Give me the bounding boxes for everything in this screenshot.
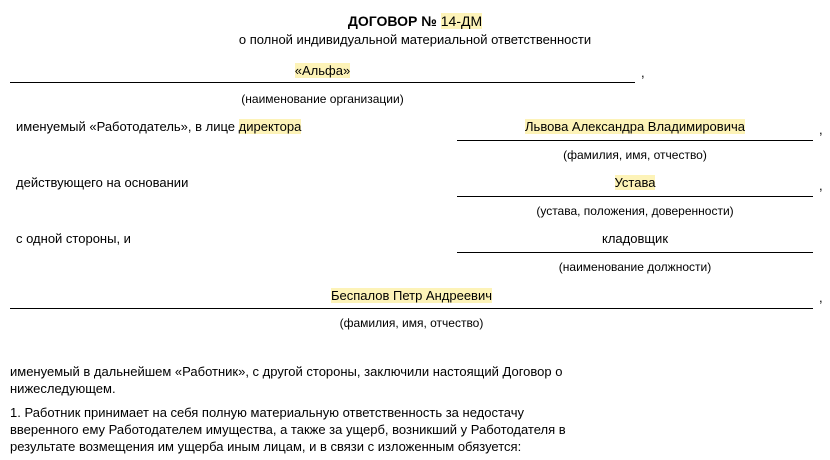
worker-name-value: Беспалов Петр Андреевич xyxy=(330,288,492,303)
employer-underline xyxy=(457,140,813,141)
document-subtitle: о полной индивидуальной материальной ответственности xyxy=(238,32,592,47)
position-label: (наименование должности) xyxy=(558,260,712,274)
basis-comma: , xyxy=(819,178,823,193)
employer-label: (фамилия, имя, отчество) xyxy=(563,148,707,162)
employer-position: директора xyxy=(238,119,302,134)
organization-value: «Альфа» xyxy=(294,63,351,78)
worker-comma: , xyxy=(819,290,823,305)
clause-1-paragraph: 1. Работник принимает на себя полную материальную ответственность за недостачу вверенного ему Работодателем имущества, а также за ущерб, возникший у Работодателя в результате возмещения им ущерба иным лицам, и в связи с изложенным обязуется: xyxy=(10,405,566,454)
worker-label: (фамилия, имя, отчество) xyxy=(339,316,484,330)
basis-text: действующего на основании xyxy=(16,175,189,190)
organization-name xyxy=(10,63,635,78)
basis-label: (устава, положения, доверенности) xyxy=(536,204,734,218)
title-prefix: ДОГОВОР № xyxy=(347,13,441,29)
side-text: с одной стороны, и xyxy=(16,231,131,246)
contract-number: 14-ДМ xyxy=(440,13,483,29)
position-value: кладовщик xyxy=(601,231,668,246)
employer-name xyxy=(457,119,813,134)
organization-comma: , xyxy=(641,65,645,80)
organization-underline xyxy=(10,82,635,83)
position-underline xyxy=(457,252,813,253)
employer-text-prefix: именуемый «Работодатель», в лице xyxy=(16,119,239,134)
worker-name xyxy=(10,288,813,303)
intro-paragraph: именуемый в дальнейшем «Работник», с другой стороны, заключили настоящий Договор о нижеследующем. xyxy=(10,364,563,396)
employer-comma: , xyxy=(819,122,823,137)
basis-value xyxy=(457,175,813,190)
organization-label: (наименование организации) xyxy=(241,92,404,106)
basis-value-text: Устава xyxy=(614,175,656,190)
document-title xyxy=(0,13,830,29)
employer-text xyxy=(16,119,301,134)
basis-underline xyxy=(457,196,813,197)
worker-underline xyxy=(10,308,813,309)
employer-name-value: Львова Александра Владимировича xyxy=(525,119,745,134)
